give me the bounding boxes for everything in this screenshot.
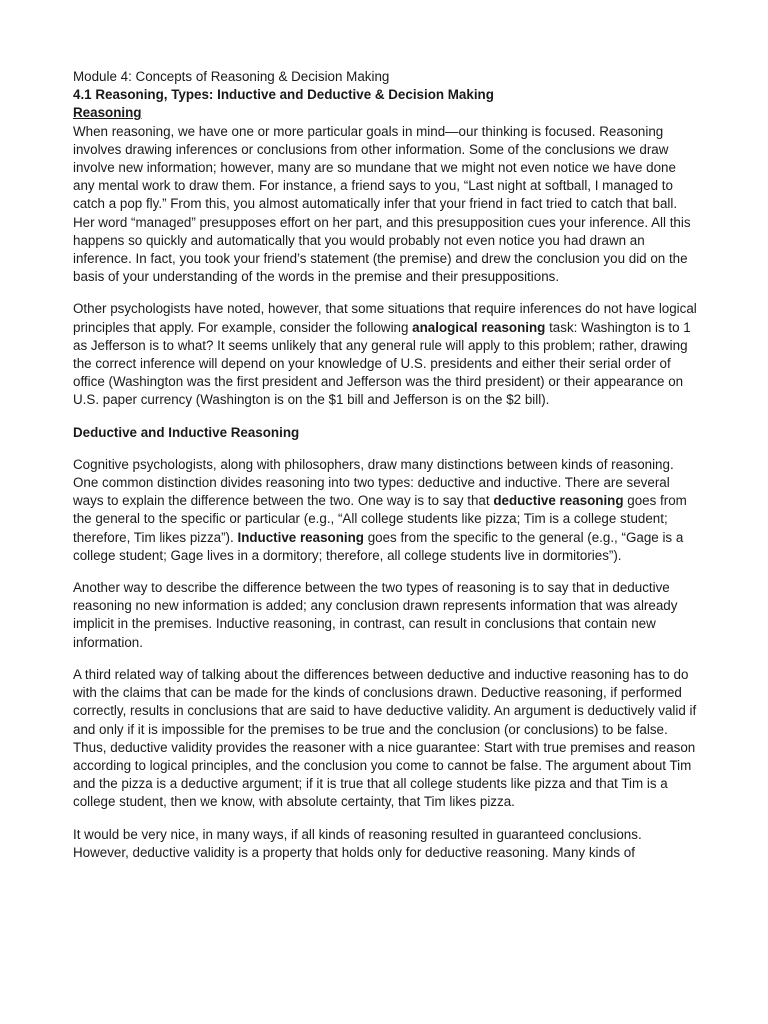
paragraph-deductive-validity: A third related way of talking about the differences between deductive and inductive reasoning has to do with the claims that can be made for the kinds of conclusions drawn. Deductive reasoning, if performed correctly, results in conclusions that are said to have deductive validity. An argument is deductively valid if and only if it is impossible for the premises to be true and the conclusion (or conclusions) to be false. Thus, deductive validity provides the reasoner with a nice guarantee: Start with true premises and reason according to logical principles, and the conclusion you come to cannot be false. The argument about Tim and the pizza is a deductive argument; if it is true that all college students like pizza and that Tim is a college student, then we know, with absolute certainty, that Tim likes pizza. — [73, 666, 697, 810]
term-deductive-reasoning: deductive reasoning — [493, 493, 624, 509]
paragraph-guaranteed-conclusions: It would be very nice, in many ways, if all kinds of reasoning resulted in guaranteed conclusions. However, deductive validity is a property that holds only for deductive reasoning. Many kinds of — [73, 826, 642, 860]
paragraph-text: goes from the specific to the general (e.g., “Gage is a college student; Gage lives in a dormitory; therefore, all college students live in dormitories”). — [73, 529, 684, 563]
paragraph-text: task: Washington is to 1 as Jefferson is to what? It seems unlikely that any general rule will apply to this problem; rather, drawing the correct inference will depend on your knowledge of U.S. presidents and either their serial order of office (Washington was the first president and Jefferson was the third president) or their appearance on U.S. paper currency (Washington is on the $1 bill and Jefferson is on the $2 bill). — [73, 319, 691, 408]
module-title: Module 4: Concepts of Reasoning & Decision Making — [73, 69, 390, 84]
paragraph-text: Cognitive psychologists, along with philosophers, draw many distinctions between kinds of reasoning. One common distinction divides reasoning into two types: deductive and inductive. There are several ways to explain the difference between the two. One way is to say that — [73, 456, 674, 509]
paragraph-analogical — [73, 300, 699, 409]
heading-deductive-inductive: Deductive and Inductive Reasoning — [73, 424, 300, 440]
term-inductive-reasoning: Inductive reasoning — [237, 529, 364, 545]
term-analogical-reasoning: analogical reasoning — [412, 319, 546, 335]
section-title: 4.1 Reasoning, Types: Inductive and Deductive & Decision Making — [73, 87, 494, 103]
paragraph-distinction — [73, 456, 699, 565]
document-page — [73, 68, 699, 862]
paragraph-reasoning-intro: When reasoning, we have one or more particular goals in mind—our thinking is focused. Reasoning involves drawing inferences or conclusions from other information. Some of the conclusions we draw involve new information; however, many are so mundane that we might not even notice we have done any mental work to draw them. For instance, a friend says to you, “Last night at softball, I managed to catch a pop fly.” From this, you almost automatically infer that your friend in fact tried to catch that ball. Her word “managed” presupposes effort on her part, and this presupposition cues your inference. All this happens so quickly and automatically that you would probably not even notice you had drawn an inference. In fact, you took your friend’s statement (the premise) and drew the conclusion you did on the basis of your understanding of the words in the premise and their presuppositions. — [73, 123, 691, 285]
paragraph-text: goes from the general to the specific or particular (e.g., “All college students like pizza; Tim is a college student; therefore, Tim likes pizza”). — [73, 493, 687, 545]
subsection-title: Reasoning — [73, 105, 142, 121]
paragraph-text: Other psychologists have noted, however, that some situations that require inferences do not have logical principles that apply. For example, consider the following — [73, 301, 697, 335]
paragraph-new-information: Another way to describe the difference between the two types of reasoning is to say that in deductive reasoning no new information is added; any conclusion drawn represents information that was already implicit in the premises. Inductive reasoning, in contrast, can result in conclusions that contain new information. — [73, 580, 678, 650]
